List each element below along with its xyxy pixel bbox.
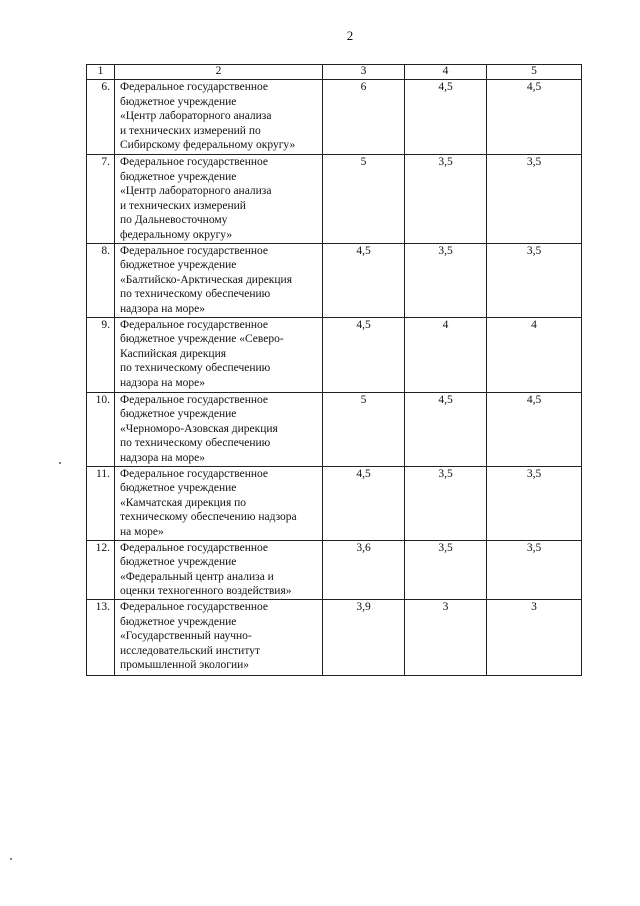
row-number: 9. xyxy=(87,317,115,392)
table-row xyxy=(87,243,582,317)
table-row xyxy=(87,317,582,392)
value-col-5: 4 xyxy=(487,317,582,392)
value-col-3: 6 xyxy=(323,80,405,155)
value-col-4: 3,5 xyxy=(405,540,487,599)
value-col-5: 3,5 xyxy=(487,155,582,244)
scan-speck xyxy=(10,858,12,860)
value-col-3: 3,6 xyxy=(323,540,405,599)
value-col-4: 3,5 xyxy=(405,466,487,540)
value-col-5: 4,5 xyxy=(487,80,582,155)
header-col-4: 4 xyxy=(405,65,487,80)
row-number: 6. xyxy=(87,80,115,155)
header-col-3: 3 xyxy=(323,65,405,80)
table-row xyxy=(87,80,582,155)
value-col-4: 3,5 xyxy=(405,155,487,244)
organization-name: Федеральное государственное бюджетное учреждение «Федеральный центр анализа и оценки техногенного воздействия» xyxy=(115,540,323,599)
row-number: 12. xyxy=(87,540,115,599)
value-col-4: 4 xyxy=(405,317,487,392)
value-col-5: 3,5 xyxy=(487,540,582,599)
value-col-5: 3 xyxy=(487,599,582,675)
table-header-row xyxy=(87,65,582,80)
organization-name: Федеральное государственное бюджетное учреждение «Камчатская дирекция по техническому обеспечению надзора на море» xyxy=(115,466,323,540)
header-col-2: 2 xyxy=(115,65,323,80)
value-col-4: 3 xyxy=(405,599,487,675)
organization-name: Федеральное государственное бюджетное учреждение «Центр лабораторного анализа и технических измерений по Дальневосточному федеральному округу» xyxy=(115,155,323,244)
header-col-1: 1 xyxy=(87,65,115,80)
table-row xyxy=(87,599,582,675)
value-col-5: 3,5 xyxy=(487,243,582,317)
table-row xyxy=(87,392,582,466)
value-col-4: 3,5 xyxy=(405,243,487,317)
table-row xyxy=(87,155,582,244)
scan-speck xyxy=(59,462,61,464)
value-col-3: 4,5 xyxy=(323,243,405,317)
row-number: 8. xyxy=(87,243,115,317)
value-col-3: 5 xyxy=(323,392,405,466)
table-row xyxy=(87,466,582,540)
value-col-3: 4,5 xyxy=(323,317,405,392)
row-number: 13. xyxy=(87,599,115,675)
header-col-5: 5 xyxy=(487,65,582,80)
row-number: 7. xyxy=(87,155,115,244)
value-col-3: 3,9 xyxy=(323,599,405,675)
document-table xyxy=(86,64,582,676)
value-col-5: 4,5 xyxy=(487,392,582,466)
row-number: 10. xyxy=(87,392,115,466)
organization-name: Федеральное государственное бюджетное учреждение «Северо- Каспийская дирекция по техническому обеспечению надзора на море» xyxy=(115,317,323,392)
table-row xyxy=(87,540,582,599)
organization-name: Федеральное государственное бюджетное учреждение «Черноморо-Азовская дирекция по техническому обеспечению надзора на море» xyxy=(115,392,323,466)
organization-name: Федеральное государственное бюджетное учреждение «Государственный научно- исследовательский институт промышленной экологии» xyxy=(115,599,323,675)
value-col-4: 4,5 xyxy=(405,80,487,155)
value-col-4: 4,5 xyxy=(405,392,487,466)
value-col-5: 3,5 xyxy=(487,466,582,540)
row-number: 11. xyxy=(87,466,115,540)
organization-name: Федеральное государственное бюджетное учреждение «Центр лабораторного анализа и технических измерений по Сибирскому федеральному округу» xyxy=(115,80,323,155)
page-number: 2 xyxy=(346,28,354,43)
organization-name: Федеральное государственное бюджетное учреждение «Балтийско-Арктическая дирекция по техническому обеспечению надзора на море» xyxy=(115,243,323,317)
value-col-3: 5 xyxy=(323,155,405,244)
value-col-3: 4,5 xyxy=(323,466,405,540)
